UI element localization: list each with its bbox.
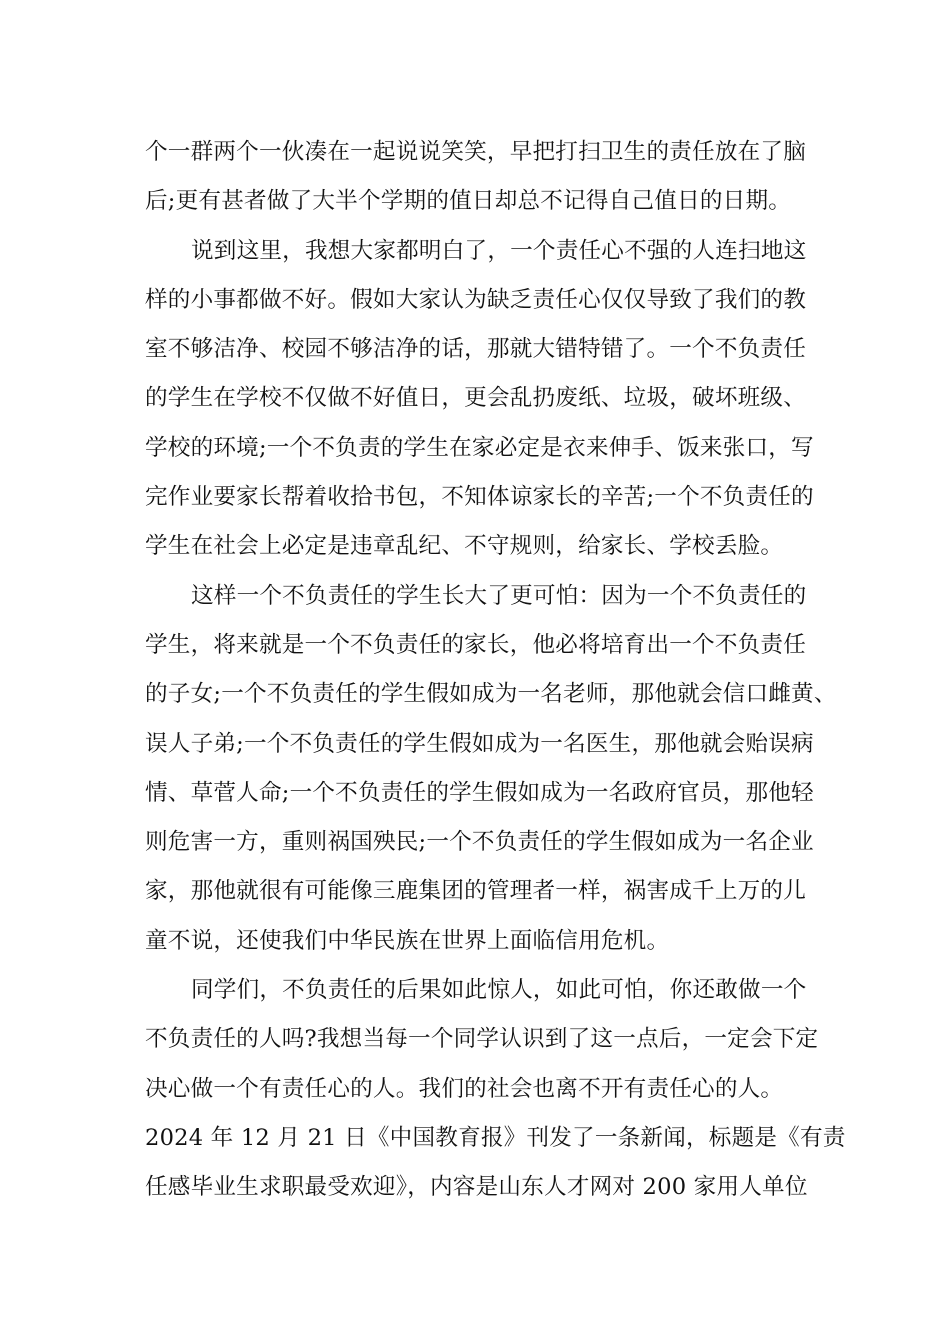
text-line: 不负责任的人吗?我想当每一个同学认识到了这一点后，一定会下定	[145, 1026, 819, 1053]
text-line: 室不够洁净、校园不够洁净的话，那就大错特错了。一个不负责任	[145, 336, 807, 363]
text-line: 学校的环境;一个不负责的学生在家必定是衣来伸手、饭来张口，写	[145, 434, 814, 461]
text-line: 决心做一个有责任心的人。我们的社会也离不开有责任心的人。	[145, 1075, 784, 1102]
text-line: 家，那他就很有可能像三鹿集团的管理者一样，祸害成千上万的儿	[145, 878, 807, 905]
text-line: 则危害一方，重则祸国殃民;一个不负责任的学生假如成为一名企业	[145, 829, 814, 856]
text-line: 误人子弟;一个不负责任的学生假如成为一名医生，那他就会贻误病	[145, 730, 814, 757]
paragraph-start-line: 这样一个不负责任的学生长大了更可怕：因为一个不负责任的	[191, 582, 807, 609]
text-line: 任感毕业生求职最受欢迎》，内容是山东人才网对 200 家用人单位	[145, 1174, 808, 1201]
text-line: 学生在社会上必定是违章乱纪、不守规则，给家长、学校丢脸。	[145, 533, 784, 560]
text-line: 情、草菅人命;一个不负责任的学生假如成为一名政府官员，那他轻	[145, 779, 814, 806]
text-line: 个一群两个一伙凑在一起说说笑笑，早把打扫卫生的责任放在了脑	[145, 139, 807, 165]
text-line: 完作业要家长帮着收拾书包，不知体谅家长的辛苦;一个不负责任的	[145, 484, 814, 511]
paragraph-start-line: 同学们，不负责任的后果如此惊人，如此可怕，你还敢做一个	[191, 977, 807, 1004]
text-line: 的学生在学校不仅做不好值日，更会乱扔废纸、垃圾，破坏班级、	[145, 385, 807, 412]
text-line: 的子女;一个不负责任的学生假如成为一名老师，那他就会信口雌黄、	[145, 681, 837, 708]
text-line: 2024 年 12 月 21 日《中国教育报》刊发了一条新闻，标题是《有责	[145, 1124, 846, 1151]
text-line: 样的小事都做不好。假如大家认为缺乏责任心仅仅导致了我们的教	[145, 286, 807, 313]
text-line: 后;更有甚者做了大半个学期的值日却总不记得自己值日的日期。	[145, 188, 792, 215]
text-line: 童不说，还使我们中华民族在世界上面临信用危机。	[145, 927, 670, 954]
body-text	[145, 128, 846, 1213]
paragraph-start-line: 说到这里，我想大家都明白了，一个责任心不强的人连扫地这	[191, 237, 807, 264]
text-line: 学生，将来就是一个不负责任的家长，他必将培育出一个不负责任	[145, 631, 807, 658]
